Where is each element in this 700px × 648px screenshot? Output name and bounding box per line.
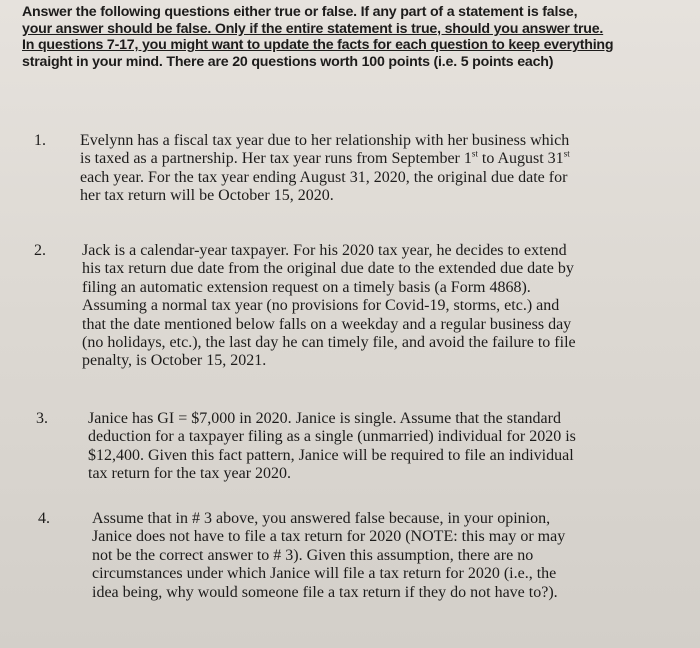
instructions: [22, 4, 682, 70]
question-text: [88, 410, 576, 484]
question-line: tax return for the tax year 2020.: [88, 465, 292, 483]
question-number: 1.: [34, 132, 46, 149]
question-line: Jack is a calendar-year taxpayer. For his 2020 tax year, he decides to extend: [82, 242, 567, 259]
question-line: Janice does not have to file a tax return for 2020 (NOTE: this may or may: [92, 528, 566, 546]
question-line: filing an automatic extension request on a timely basis (a Form 4868).: [82, 278, 531, 296]
question-line: Janice has GI = $7,000 in 2020. Janice is single. Assume that the standard: [88, 410, 561, 427]
instructions-line: In questions 7-17, you might want to update the facts for each question to keep everything: [22, 37, 614, 54]
question-line: not be the correct answer to # 3). Given this assumption, there are no: [92, 546, 534, 564]
question-text: [80, 132, 570, 206]
instructions-line: straight in your mind. There are 20 questions worth 100 points (i.e. 5 points each): [22, 53, 554, 70]
question-line: deduction for a taxpayer filing as a single (unmarried) individual for 2020 is: [88, 428, 576, 446]
instructions-line: Answer the following questions either true or false. If any part of a statement is false,: [22, 4, 578, 20]
question-number: 4.: [38, 510, 50, 527]
question-text: [92, 510, 565, 602]
question-line: (no holidays, etc.), the last day he can timely file, and avoid the failure to file: [82, 334, 576, 352]
question-line: $12,400. Given this fact pattern, Janice will be required to file an individual: [88, 446, 574, 464]
question-line: his tax return due date from the original due date to the extended due date by: [82, 260, 574, 278]
question-line: circumstances under which Janice will file a tax return for 2020 (i.e., the: [92, 565, 557, 583]
question-line: penalty, is October 15, 2021.: [82, 352, 267, 370]
question-line: is taxed as a partnership. Her tax year runs from September 1st to August 31st: [80, 149, 570, 168]
question-number: 3.: [36, 410, 48, 427]
question-number: 2.: [34, 242, 46, 259]
question-line: Assuming a normal tax year (no provisions for Covid-19, storms, etc.) and: [82, 297, 560, 315]
question-line: that the date mentioned below falls on a weekday and a regular business day: [82, 315, 572, 333]
instructions-line: your answer should be false. Only if the entire statement is true, should you answer true.: [22, 20, 604, 37]
question-line: Assume that in # 3 above, you answered false because, in your opinion,: [92, 510, 551, 527]
question-line: each year. For the tax year ending August 31, 2020, the original due date for: [80, 168, 568, 186]
question-text: [82, 242, 576, 371]
question-line: her tax return will be October 15, 2020.: [80, 187, 334, 205]
question-line: idea being, why would someone file a tax return if they do not have to?).: [92, 583, 558, 601]
question-line: Evelynn has a fiscal tax year due to her relationship with her business which: [80, 132, 570, 149]
